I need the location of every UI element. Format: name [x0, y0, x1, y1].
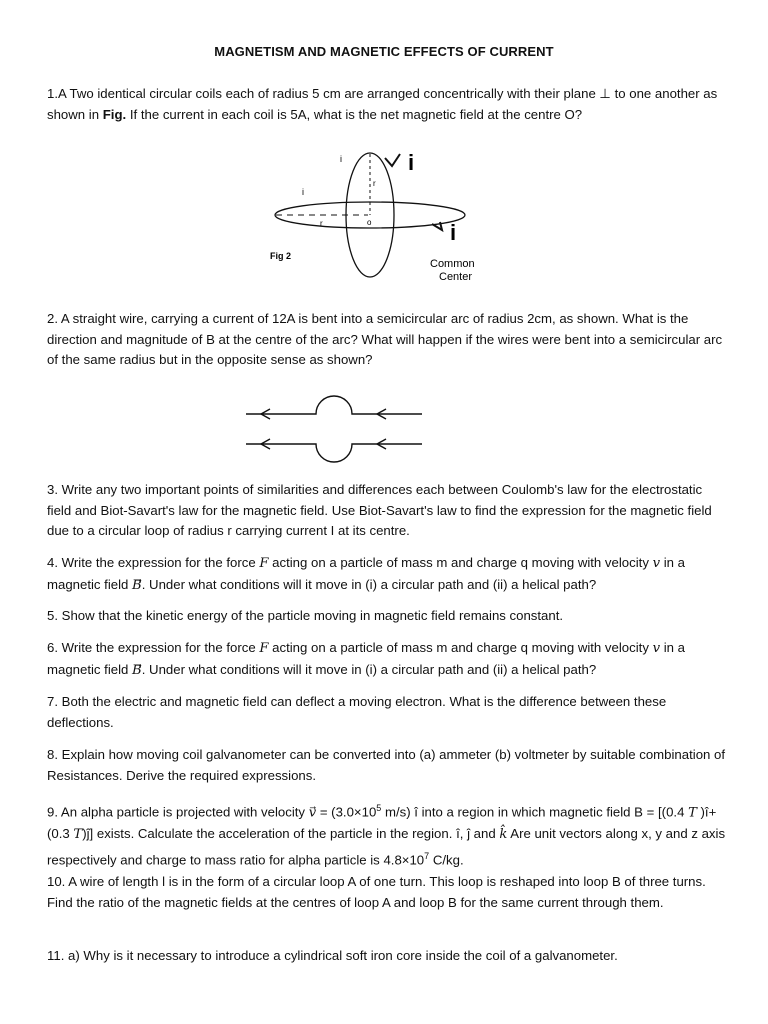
figure-label: Fig 2 — [270, 251, 292, 261]
question-6-text-a: 6. Write the expression for the force — [47, 640, 260, 655]
question-7: 7. Both the electric and magnetic field can deflect a moving electron. What is the difference between these deflections. — [47, 694, 667, 730]
question-9-text-i: and — [470, 825, 500, 841]
label-center: Center — [439, 271, 473, 283]
question-9-text-k: C/kg. — [429, 851, 464, 867]
question-8: 8. Explain how moving coil galvanometer can be converted into (a) ammeter (b) voltmeter by suitable combination of Resistances. Derive the required expressions. — [47, 747, 726, 783]
label-r-vertical: r — [373, 179, 376, 188]
question-1-fig-ref: Fig. — [102, 106, 127, 122]
force-symbol: F — [259, 556, 269, 571]
question-9-text-d: into a region in which magnetic field B = [(0.4 — [417, 804, 689, 820]
question-9-text-b: = (3.0×10 — [316, 804, 377, 820]
question-1-text-b: If the current in each coil is 5A, what is the net magnetic field at the centre O? — [126, 106, 583, 122]
question-2: 2. A straight wire, carrying a current of 12A is bent into a semicircular arc of radius 2cm, as shown. What is the direction and magnitude of B at the centre of the arc? What will happen if the wires were bent into a semicircular arc of the same radius but in the opposite sense as shown? — [47, 311, 723, 368]
field-symbol: B — [132, 577, 142, 593]
question-4-text-a: 4. Write the expression for the force — [47, 555, 260, 570]
question-9-text-j: Are unit vectors along x, y and z axis respectively and charge to mass ratio for alpha particle is 4.8×10 — [47, 825, 726, 867]
wire-arc-lower — [246, 444, 422, 462]
question-9-text-c: m/s) — [381, 804, 415, 820]
unit-vector-i: î — [414, 804, 418, 820]
label-common: Common — [430, 258, 475, 270]
label-r-horizontal: r — [320, 219, 323, 228]
label-i-top-small: i — [340, 154, 342, 164]
figure-semicircular-arcs — [240, 386, 430, 470]
velocity-symbol: v — [308, 805, 317, 821]
question-11: 11. a) Why is it necessary to introduce a cylindrical soft iron core inside the coil of a galvanometer. — [47, 948, 618, 963]
wire-arc-upper — [246, 396, 422, 414]
question-6-text-d: . Under what conditions will it move in (i) a circular path and (ii) a helical path? — [141, 661, 597, 677]
unit-vector-k: k̂ — [499, 826, 508, 842]
label-i-top-large: i — [408, 150, 415, 175]
question-1 — [47, 84, 727, 125]
unit-vector-i: î — [456, 825, 460, 841]
question-4-text-c: in a magnetic field — [47, 555, 685, 592]
question-5: 5. Show that the kinetic energy of the particle moving in magnetic field remains constant. — [47, 608, 564, 623]
unit-vector-j: ĵ — [467, 825, 470, 841]
velocity-symbol: v — [652, 641, 661, 656]
question-3: 3. Write any two important points of similarities and differences each between Coulomb's law for the electrostatic field and Biot-Savart's law for the magnetic field. Use Biot-Savart's law to find the expression for the magnetic field due to a circular loop of radius r carrying current I at its centre. — [47, 482, 712, 539]
figure-concentric-coils — [240, 140, 510, 288]
label-i-left-small: i — [302, 187, 304, 197]
force-symbol: F — [259, 641, 269, 656]
question-4-text-d: . Under what conditions will it move in (i) a circular path and (ii) a helical path? — [141, 576, 597, 592]
question-6-text-b: acting on a particle of mass m and charge q moving with velocity — [268, 640, 653, 655]
unit-vector-j: ĵ — [86, 825, 90, 841]
question-4 — [47, 553, 727, 596]
question-9-text-e: )î+(0.3 — [47, 804, 717, 841]
question-10: 10. A wire of length l is in the form of a circular loop A of one turn. This loop is reshaped into loop B of three turns. Find the ratio of the magnetic fields at the centres of loop A and loop B for the same current through them. — [47, 874, 706, 910]
velocity-symbol: v — [652, 556, 661, 571]
label-origin: o — [367, 218, 372, 227]
question-1-text-a: 1.A Two identical circular coils each of radius 5 cm are arranged concentrically with their plane ⊥ to one another as shown in — [47, 86, 718, 122]
question-9-text-g: ] exists. Calculate the acceleration of the particle in the region. — [89, 825, 457, 841]
label-i-right-large: i — [450, 220, 457, 245]
question-9 — [47, 798, 727, 871]
tesla-symbol: T — [73, 826, 83, 842]
current-arrow-right — [432, 222, 442, 230]
tesla-symbol: T — [688, 805, 697, 821]
question-6 — [47, 638, 727, 681]
current-arrow-top — [385, 154, 400, 166]
question-9-text-f: ) — [82, 825, 87, 841]
exponent: 5 — [376, 803, 382, 813]
exponent: 7 — [424, 850, 430, 861]
question-9-text-h: , — [459, 825, 468, 841]
question-4-text-b: acting on a particle of mass m and charge q moving with velocity — [268, 555, 653, 570]
question-9-text-a: 9. An alpha particle is projected with velocity — [47, 804, 309, 820]
field-symbol: B — [132, 662, 142, 678]
question-6-text-c: in a magnetic field — [47, 640, 685, 677]
page-title: MAGNETISM AND MAGNETIC EFFECTS OF CURRENT — [214, 44, 554, 59]
